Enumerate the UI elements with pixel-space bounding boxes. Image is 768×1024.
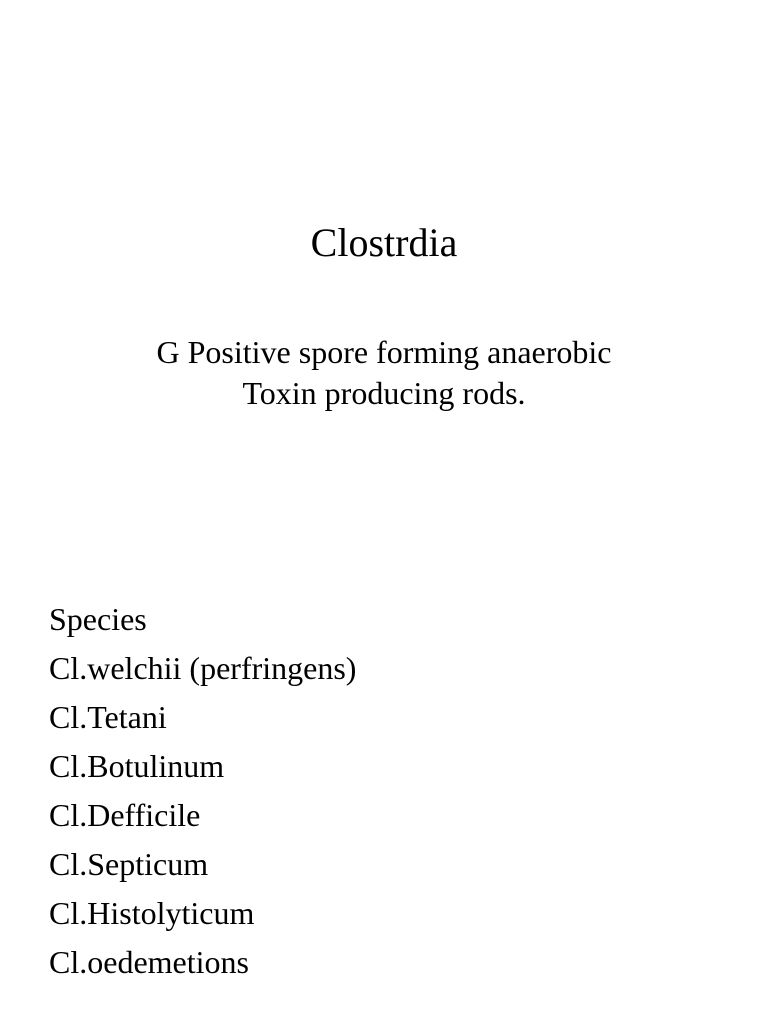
species-heading: Species: [49, 601, 147, 637]
species-item-defficile: Cl.Defficile: [49, 797, 201, 833]
species-item-tetani: Cl.Tetani: [49, 699, 167, 735]
description: [0, 332, 768, 414]
species-item-histolyticum: Cl.Histolyticum: [49, 895, 255, 931]
species-item-septicum: Cl.Septicum: [49, 846, 209, 882]
species-item-oedemetions: Cl.oedemetions: [49, 944, 249, 980]
page-title: Clostrdia: [310, 220, 458, 265]
species-item-botulinum: Cl.Botulinum: [49, 748, 225, 784]
species-item-welchii: Cl.welchii (perfringens): [49, 650, 357, 686]
species-list: [49, 595, 356, 987]
description-line-1: G Positive spore forming anaerobic: [156, 334, 612, 370]
description-line-2: Toxin producing rods.: [242, 375, 526, 411]
